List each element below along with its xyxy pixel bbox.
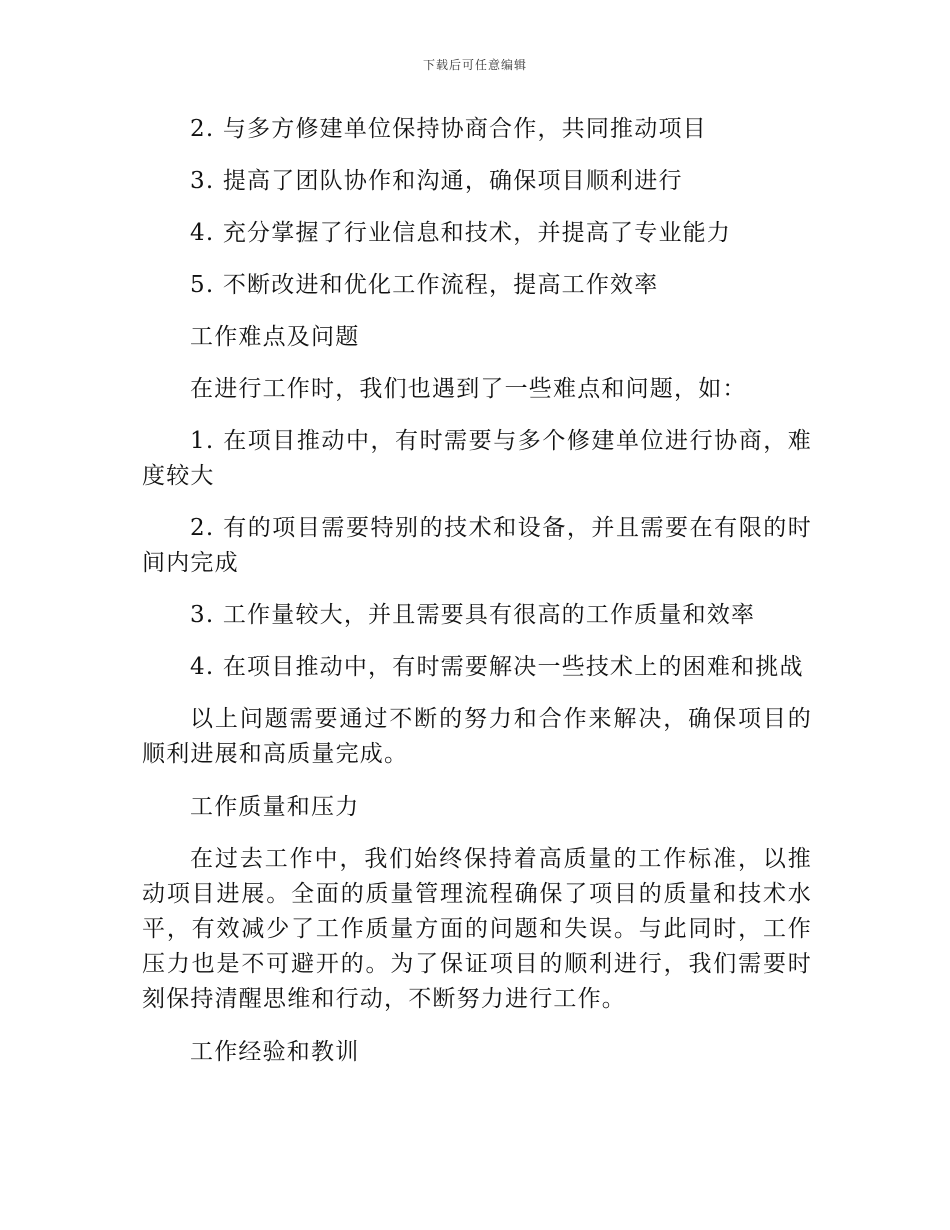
section-heading-quality: 工作质量和压力 bbox=[190, 794, 360, 820]
difficulty-item-1: 1. 在项目推动中，有时需要与多个修建单位进行协商，难度较大 bbox=[142, 428, 812, 489]
difficulty-item-3: 3. 工作量较大，并且需要具有很高的工作质量和效率 bbox=[190, 602, 756, 628]
section-heading-difficulties: 工作难点及问题 bbox=[190, 324, 360, 350]
difficulties-summary: 以上问题需要通过不断的努力和合作来解决，确保项目的顺利进展和高质量完成。 bbox=[142, 706, 812, 767]
list-item-process-optimization: 5. 不断改进和优化工作流程，提高工作效率 bbox=[190, 272, 659, 298]
list-item-industry-knowledge: 4. 充分掌握了行业信息和技术，并提高了专业能力 bbox=[190, 220, 732, 246]
quality-paragraph: 在过去工作中，我们始终保持着高质量的工作标准，以推动项目进展。全面的质量管理流程确保了项目的质量和技术水平，有效减少了工作质量方面的问题和失误。与此同时，工作压力也是不可避开的。为了保证项目的顺利进行，我们需要时刻保持清醒思维和行动，不断努力进行工作。 bbox=[142, 846, 812, 1012]
document-body bbox=[142, 112, 812, 1070]
list-item-teamwork: 3. 提高了团队协作和沟通，确保项目顺利进行 bbox=[190, 168, 683, 194]
page-header-note: 下载后可任意编辑 bbox=[422, 58, 527, 72]
list-item-cooperation: 2. 与多方修建单位保持协商合作，共同推动项目 bbox=[190, 116, 707, 142]
difficulty-item-2: 2. 有的项目需要特别的技术和设备，并且需要在有限的时间内完成 bbox=[142, 515, 812, 576]
section-heading-experience: 工作经验和教训 bbox=[190, 1039, 360, 1065]
difficulty-item-4: 4. 在项目推动中，有时需要解决一些技术上的困难和挑战 bbox=[190, 654, 804, 680]
intro-difficulties: 在进行工作时，我们也遇到了一些难点和问题，如： bbox=[190, 376, 747, 402]
